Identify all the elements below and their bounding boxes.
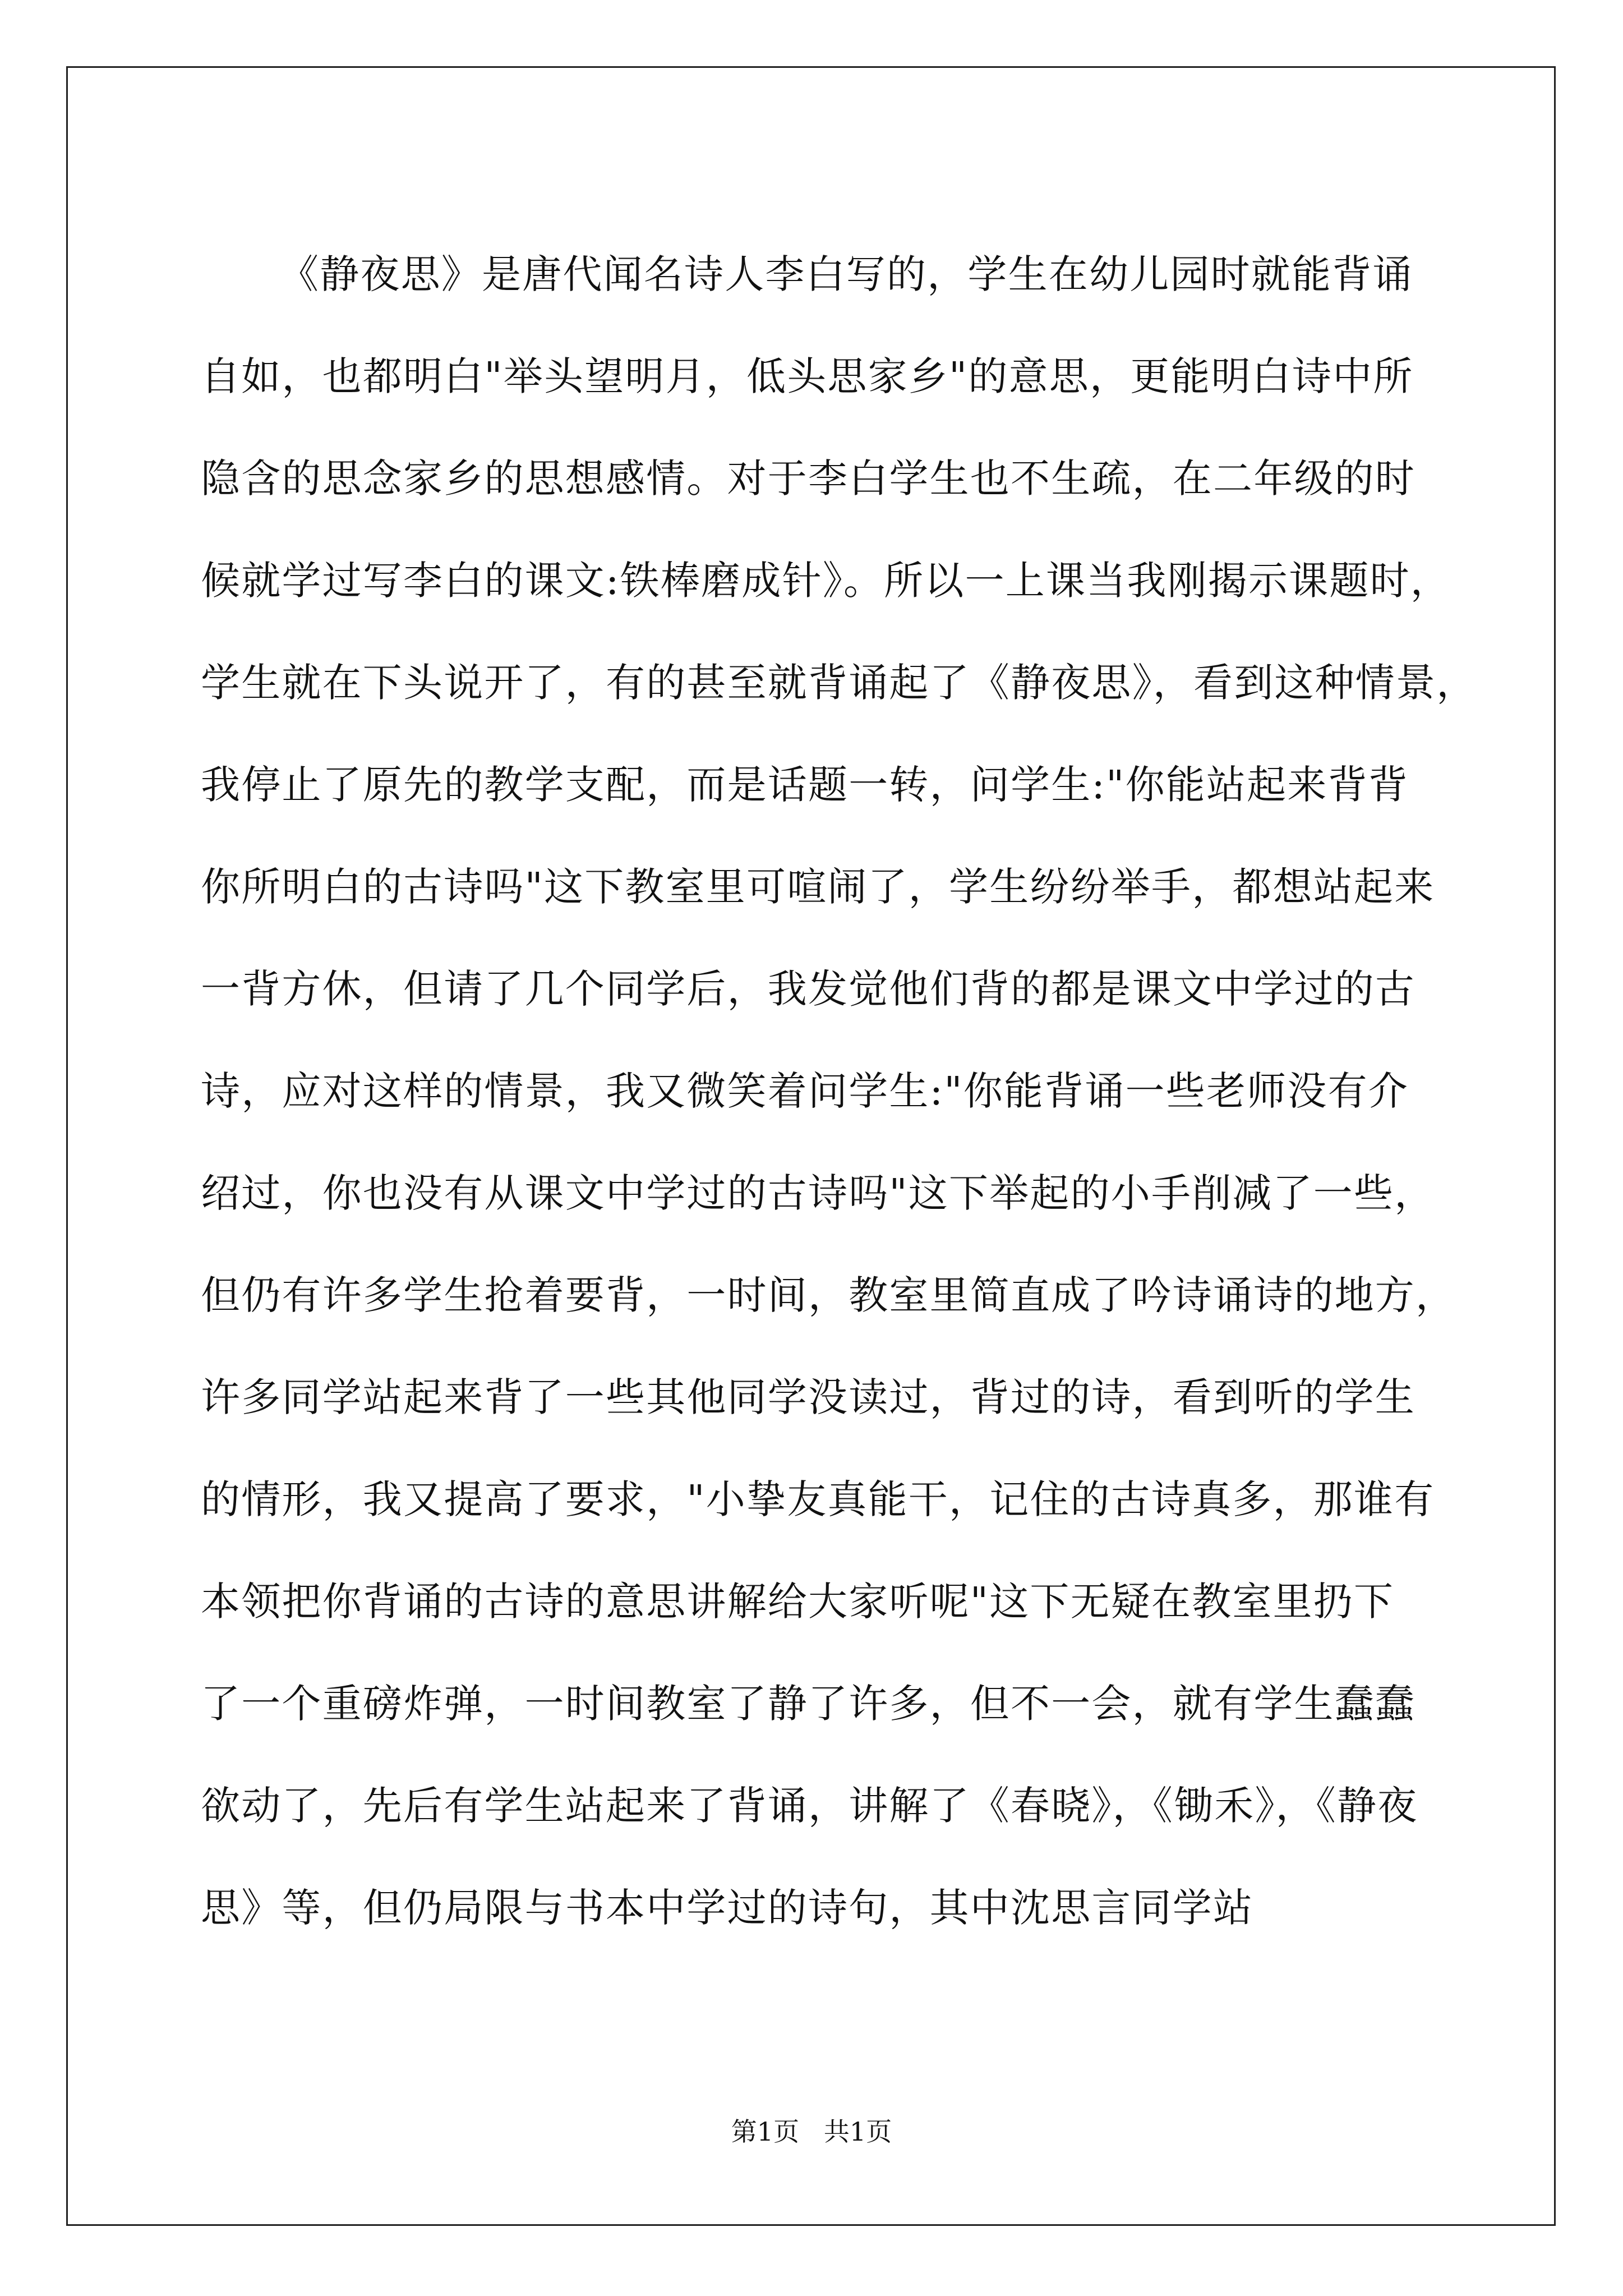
text-line: 欲动了，先后有学生站起来了背诵，讲解了《春晓》，《锄禾》，《静夜: [201, 1783, 1418, 1829]
text-line: 的情形，我又提高了要求，"小挚友真能干，记住的古诗真多，那谁有: [201, 1476, 1435, 1522]
text-line: 许多同学站起来背了一些其他同学没读过，背过的诗，看到听的学生: [201, 1374, 1415, 1420]
text-line: 诗，应对这样的情景，我又微笑着问学生:"你能背诵一些老师没有介: [201, 1068, 1409, 1114]
text-line: 但仍有许多学生抢着要背，一时间，教室里简直成了吟诗诵诗的地方，: [201, 1272, 1456, 1318]
body-paragraph: [201, 223, 1477, 1959]
text-line: 候就学过写李白的课文:铁棒磨成针》。所以一上课当我刚揭示课题时，: [201, 558, 1451, 604]
page-number-footer: 第1页 共1页: [731, 2116, 892, 2147]
text-line: 思》等，但仍局限与书本中学过的诗句，其中沈思言同学站: [201, 1885, 1254, 1931]
text-line: 一背方休，但请了几个同学后，我发觉他们背的都是课文中学过的古: [201, 966, 1415, 1012]
text-line: 了一个重磅炸弹，一时间教室了静了许多，但不一会，就有学生蠢蠢: [201, 1681, 1415, 1727]
text-line: 《静夜思》是唐代闻名诗人李白写的，学生在幼儿园时就能背诵: [279, 251, 1413, 297]
text-line: 本领把你背诵的古诗的意思讲解给大家听呢"这下无疑在教室里扔下: [201, 1579, 1395, 1625]
text-line: 绍过，你也没有从课文中学过的古诗吗"这下举起的小手削减了一些，: [201, 1170, 1435, 1216]
text-line: 学生就在下头说开了，有的甚至就背诵起了《静夜思》，看到这种情景，: [201, 660, 1477, 706]
text-line: 隐含的思念家乡的思想感情。对于李白学生也不生疏，在二年级的时: [201, 455, 1415, 501]
text-line: 自如，也都明白"举头望明月，低头思家乡"的意思，更能明白诗中所: [201, 353, 1414, 399]
text-line: 你所明白的古诗吗"这下教室里可喧闹了，学生纷纷举手，都想站起来: [201, 864, 1435, 910]
text-line: 我停止了原先的教学支配，而是话题一转，问学生:"你能站起来背背: [201, 762, 1409, 808]
